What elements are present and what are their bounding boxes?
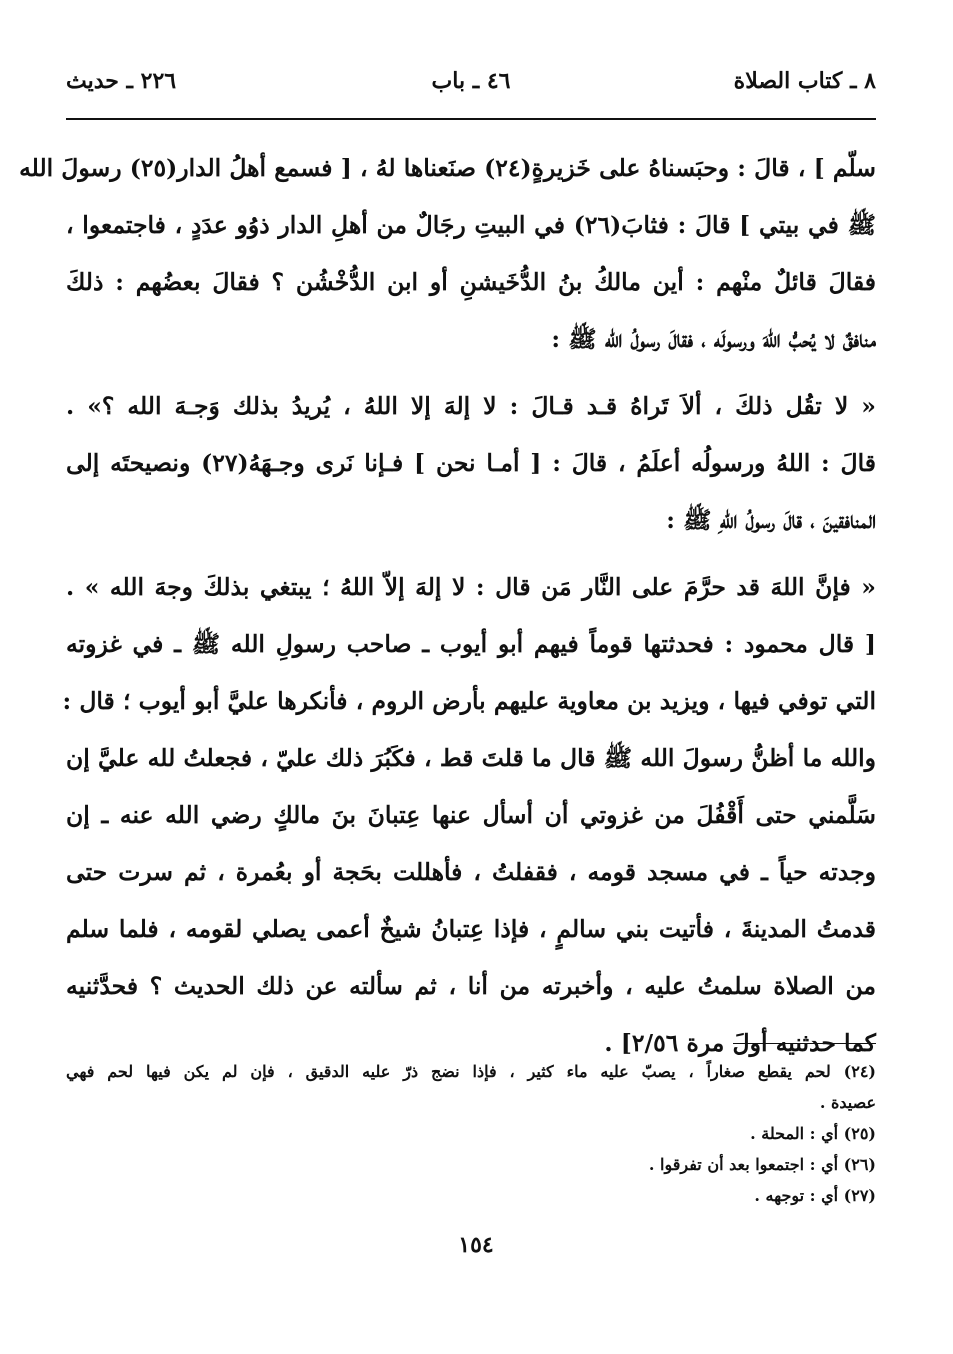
footnote-24: (٢٤) لحم يقطع صغاراً ، يصبّ عليه ماء كثير ، فإذا نضج ذرّ عليه الدقيق ، فإن لم يكن فيها لحم فهي: [66, 1062, 876, 1081]
text-line: من الصلاة سلمتُ عليه ، وأخبرته من أنا ، ثم سألته عن ذلك الحديث ؟ فحدَّثنيه: [66, 972, 876, 1000]
text-line: قالَ : اللهُ ورسولُه أعلَمُ ، قالَ : [ أمـا نحن ] فـإنا نَرى وجـهَهُ(٢٧) ونصيحتَه إلى: [66, 449, 876, 477]
footnotes: [66, 1056, 876, 1211]
text-line: كما حدثنيه أولَ مرة ٢/٥٦] .: [604, 1029, 876, 1057]
text-line: فقالَ قائلٌ منْهم : أين مالكُ بنُ الدُّخَيشنِ أو ابن الدُّخْشُن ؟ فقالَ بعضُهم : ذلكَ: [66, 268, 876, 296]
quote-line: « لا تقُل ذلكَ ، ألاَ تَراهُ قـد قـالَ : لا إلهَ إلا اللهُ ، يُريدُ بذلك وَجـهَ الله ؟» .: [66, 392, 876, 420]
text-line: سَلَّمني حتى أَقْفُلَ من غزوتي أن أسأل عنها عِتبانَ بنَ مالكٍ رضي الله عنه ـ إن: [66, 801, 876, 829]
text-line: التي توفي فيها ، ويزيد بن معاوية عليهم بأرض الروم ، فأنكرها عليَّ أبو أيوب ؛ قال :: [62, 687, 876, 715]
footnote-27: (٢٧) أي : توجهه .: [754, 1186, 876, 1205]
text-line: سلّم ] ، قالَ : وحبَسناهُ على خَزيرةٍ(٢٤) صنَعناها لهُ ، [ فسمع أهلُ الدار(٢٥) رسولَ الله: [19, 154, 876, 182]
footnote-26: (٢٦) أي : اجتمعوا بعد أن تفرقوا .: [648, 1155, 876, 1174]
text-line: قدمتُ المدينةَ ، فأتيت بني سالمٍ ، فإذا عِتبانُ شيخٌ أعمى يصلي لقومه ، فلما سلم: [66, 915, 876, 943]
text-line: [ قال محمود : فحدثتها قوماً فيهم أبو أيوب ـ صاحب رسولِ الله ﷺ ـ في غزوته: [66, 630, 876, 658]
main-text: [19, 140, 876, 1072]
header-divider: [66, 118, 876, 120]
text-line: ﷺ في بيتي ] قالَ : فثابَ(٢٦) في البيتِ رجَالٌ من أهلِ الدار ذوُو عدَدٍ ، فاجتمعوا ،: [66, 211, 876, 239]
footnote-25: (٢٥) أي : المحلة .: [750, 1124, 876, 1143]
header-hadith-number: ٢٢٦ ـ حديث: [66, 68, 177, 94]
text-line: منافقٌ لا يُحبُّ اللهَ ورسولَه ، فقالَ رسولُ الله ﷺ :: [551, 325, 876, 353]
footnote-divider: [733, 1043, 876, 1044]
text-line: وجدته حياً ـ في مسجد قومه ، فقفلتُ ، فأهللت بحَجة أو بعُمرة ، ثم سرت حتى: [66, 858, 876, 886]
quote-line: « فإنَّ اللهَ قد حرَّمَ على النَّار مَن قال : لا إلهَ إلاّ اللهُ ؛ يبتغي بذلكَ وجهَ الله » .: [66, 573, 876, 601]
running-header: [66, 62, 876, 102]
page-number: ١٥٤: [458, 1232, 494, 1258]
header-chapter: ٨ ـ كتاب الصلاة: [733, 68, 876, 94]
header-section: ٤٦ ـ باب: [431, 68, 511, 94]
footnote-24-continued: عصيدة .: [819, 1093, 876, 1112]
text-line: والله ما أظنُّ رسولَ الله ﷺ قال ما قلتَ قط ، فكَبُرَ ذلك عليّ ، فجعلتُ لله عليَّ إن: [66, 744, 876, 772]
text-line: المنافقينَ ، قالَ رسولُ اللهِ ﷺ :: [666, 506, 876, 534]
